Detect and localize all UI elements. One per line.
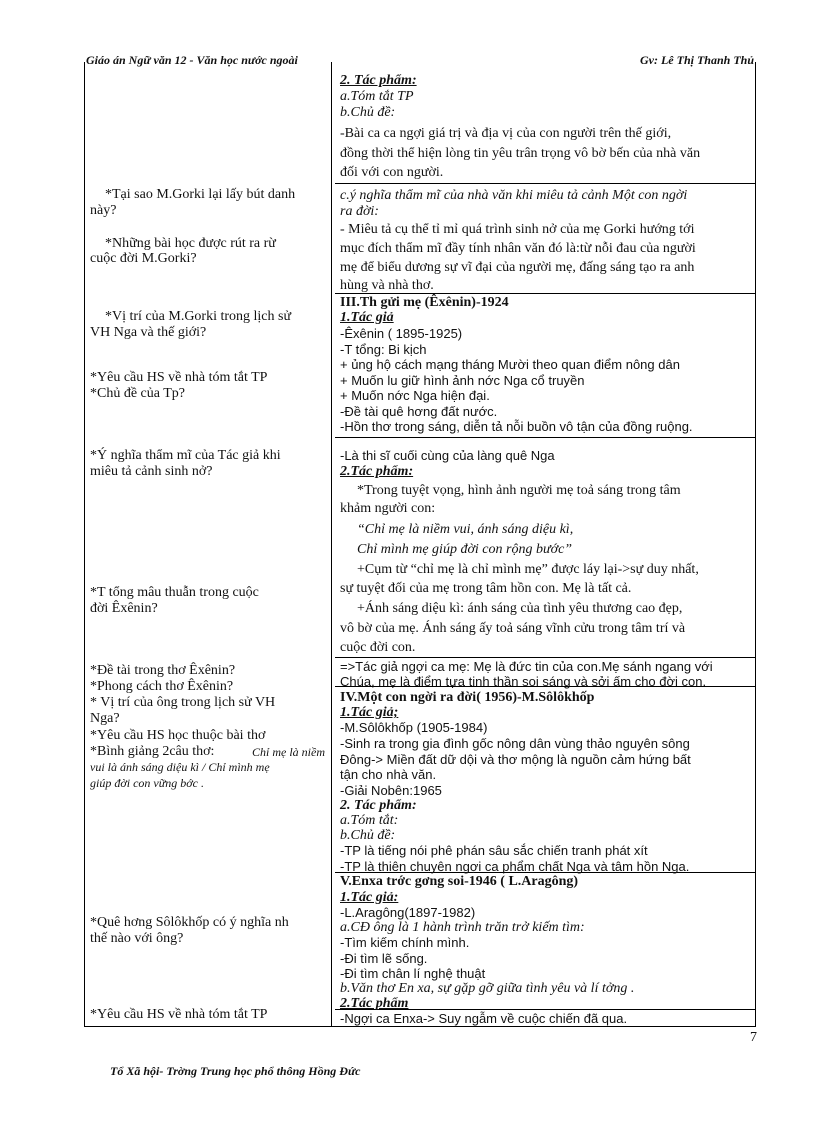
body-text: +Cụm từ “chỉ mẹ là chỉ mình mẹ” được láy lại->sự duy nhất,: [357, 562, 699, 577]
body-text: mẹ để biểu dương sự vĩ đại của người mẹ, đấng sáng tạo ra anh: [340, 260, 695, 275]
body-text: =>Tác giả ngợi ca mẹ: Mẹ là đức tin của con.Mẹ sánh ngang với: [340, 659, 713, 674]
page-number: 7: [750, 1030, 757, 1045]
body-text: Chúa, mẹ là điểm tựa tinh thần soi sáng và sởi ấm cho đời con.: [340, 674, 707, 689]
poem-quote: Chỉ mẹ là niềm: [252, 745, 325, 759]
body-text: Đông-> Miền đất dữ dội và thơ mộng là nguồn cảm hứng bất: [340, 752, 691, 767]
section-heading: III.Th gửi mẹ (Êxênin)-1924: [340, 295, 509, 310]
row-divider: [335, 437, 755, 438]
section-heading: IV.Một con ngời ra đời( 1956)-M.Sôlôkhốp: [340, 690, 595, 705]
body-text: -Sinh ra trong gia đình gốc nông dân vùng thảo nguyên sông: [340, 736, 690, 751]
sub-heading: a.CĐ ông là 1 hành trình trăn trở kiếm tìm:: [340, 920, 585, 935]
question-text: *Yêu cầu HS học thuộc bài thơ: [90, 728, 266, 743]
section-heading: 1.Tác giả:: [340, 890, 399, 905]
question-text: *Quê hơng Sôlôkhốp có ý nghĩa nh: [90, 915, 289, 930]
body-text: -TP là tiếng nói phê phán sâu sắc chiến tranh phát xít: [340, 843, 648, 858]
section-heading: 2. Tác phẩm:: [340, 798, 417, 813]
body-text: + Muốn nớc Nga hiện đại.: [340, 388, 490, 403]
question-text: *Yêu cầu HS về nhà tóm tắt TP: [90, 1007, 268, 1022]
body-text: -Giải Nobên:1965: [340, 783, 442, 798]
body-text: -T tổng: Bi kịch: [340, 342, 427, 357]
body-text: - Miêu tả cụ thể tỉ mỉ quá trình sinh nở của mẹ Gorki hướng tới: [340, 222, 695, 237]
body-text: -Bài ca ca ngợi giá trị và địa vị của con người trên thế giới,: [340, 126, 672, 141]
body-text: -Ngợi ca Enxa-> Suy ngẫm về cuộc chiến đã qua.: [340, 1011, 628, 1026]
sub-heading: c.ý nghĩa thẩm mĩ của nhà văn khi miêu tả cảnh Một con ngời: [340, 188, 688, 203]
header-left: Giáo án Ngữ văn 12 - Văn học nước ngoài: [86, 53, 298, 67]
sub-heading: b.Chủ đề:: [340, 828, 396, 843]
poem-quote: “Chỉ mẹ là niềm vui, ánh sáng diệu kì,: [357, 522, 574, 537]
poem-quote: Chỉ mình mẹ giúp đời con rộng bước”: [357, 542, 573, 557]
question-text: *Chủ đề của Tp?: [90, 386, 185, 401]
sub-heading: b.Chủ đề:: [340, 105, 396, 120]
body-text: -Đi tìm chân lí nghệ thuật: [340, 966, 486, 981]
question-text: *Bình giảng 2câu thơ:: [90, 744, 215, 759]
body-text: sự tuyệt đối của mẹ trong tâm hồn con. Mẹ là tất cả.: [340, 581, 632, 596]
section-heading: 1.Tác giả;: [340, 705, 399, 720]
table-border-right: [755, 62, 756, 1027]
body-text: + Muốn lu giữ hình ảnh nớc Nga cổ truyền: [340, 373, 585, 388]
body-text: + ủng hộ cách mạng tháng Mười theo quan điểm nông dân: [340, 357, 680, 372]
question-text: *Yêu cầu HS về nhà tóm tắt TP: [90, 370, 268, 385]
body-text: -M.Sôlôkhốp (1905-1984): [340, 720, 488, 735]
body-text: -Đề tài quê hơng đất nước.: [340, 404, 498, 419]
question-text: này?: [90, 203, 117, 218]
question-text: VH Nga và thế giới?: [90, 325, 207, 340]
body-text: đối với con người.: [340, 165, 444, 180]
body-text: -Tìm kiếm chính mình.: [340, 935, 470, 950]
sub-heading: ra đời:: [340, 204, 379, 219]
body-text: -Hồn thơ trong sáng, diễn tả nỗi buồn vô tận của đồng ruộng.: [340, 419, 693, 434]
question-text: *Tại sao M.Gorki lại lấy bút danh: [105, 187, 296, 202]
sub-heading: a.Tóm tắt:: [340, 813, 399, 828]
question-text: *Những bài học được rút ra rừ: [105, 236, 276, 251]
question-text: *Đề tài trong thơ Êxênin?: [90, 663, 236, 678]
question-text: miêu tả cảnh sinh nở?: [90, 464, 213, 479]
body-text: hùng và nhà thơ.: [340, 278, 434, 293]
body-text: đồng thời thể hiện lòng tin yêu trân trọng vô bờ bến của nhà văn: [340, 146, 701, 161]
question-text: *Phong cách thơ Êxênin?: [90, 679, 234, 694]
section-heading: 2.Tác phẩm:: [340, 464, 414, 479]
poem-quote: vui là ánh sáng diệu kì / Chỉ mình mẹ: [90, 760, 270, 774]
body-text: -Đi tìm lẽ sống.: [340, 951, 428, 966]
table-divider: [331, 62, 332, 1027]
body-text: -Là thi sĩ cuối cùng của làng quê Nga: [340, 448, 555, 463]
question-text: đời Êxênin?: [90, 601, 158, 616]
question-text: *Ý nghĩa thẩm mĩ của Tác giả khi: [90, 448, 281, 463]
question-text: *Vị trí của M.Gorki trong lịch sử: [105, 309, 292, 324]
section-heading: 2. Tác phẩm:: [340, 73, 417, 88]
sub-heading: b.Văn thơ En xa, sự gặp gỡ giữa tình yêu và lí tởng .: [340, 981, 635, 996]
body-text: -L.Aragông(1897-1982): [340, 905, 476, 920]
poem-quote: giúp đời con vững bớc .: [90, 776, 204, 790]
question-text: thế nào với ông?: [90, 931, 184, 946]
body-text: khảm người con:: [340, 501, 436, 516]
header-right: Gv: Lê Thị Thanh Thủ: [639, 53, 754, 67]
body-text: mục đích thẩm mĩ đầy tính nhân văn đó là:từ nỗi đau của người: [340, 241, 696, 256]
table-border-left: [84, 62, 85, 1027]
section-heading: V.Enxa trớc gơng soi-1946 ( L.Aragông): [340, 874, 579, 889]
body-text: tận cho nhà văn.: [340, 767, 437, 782]
question-text: * Vị trí của ông trong lịch sử VH: [90, 695, 276, 710]
section-heading: 2.Tác phẩm: [340, 996, 409, 1011]
body-text: -Êxênin ( 1895-1925): [340, 326, 463, 341]
question-text: Nga?: [90, 711, 120, 726]
row-divider: [335, 183, 755, 184]
body-text: -TP là thiên chuyện ngợi ca phẩm chất Nga và tâm hồn Nga.: [340, 859, 690, 874]
footer: Tổ Xã hội- Trờng Trung học phổ thông Hồng Đức: [110, 1064, 361, 1078]
sub-heading: a.Tóm tắt TP: [340, 89, 414, 104]
body-text: cuộc đời con.: [340, 640, 416, 655]
body-text: +Ánh sáng diệu kì: ánh sáng của tình yêu thương cao đẹp,: [357, 601, 683, 616]
question-text: cuộc đời M.Gorki?: [90, 251, 197, 266]
body-text: vô bờ của mẹ. Ánh sáng ấy toả sáng vĩnh cửu trong tâm trí và: [340, 621, 686, 636]
question-text: *T tổng mâu thuẫn trong cuộc: [90, 585, 259, 600]
body-text: *Trong tuyệt vọng, hình ảnh người mẹ toả sáng trong tâm: [357, 483, 681, 498]
section-heading: 1.Tác giả: [340, 310, 394, 325]
